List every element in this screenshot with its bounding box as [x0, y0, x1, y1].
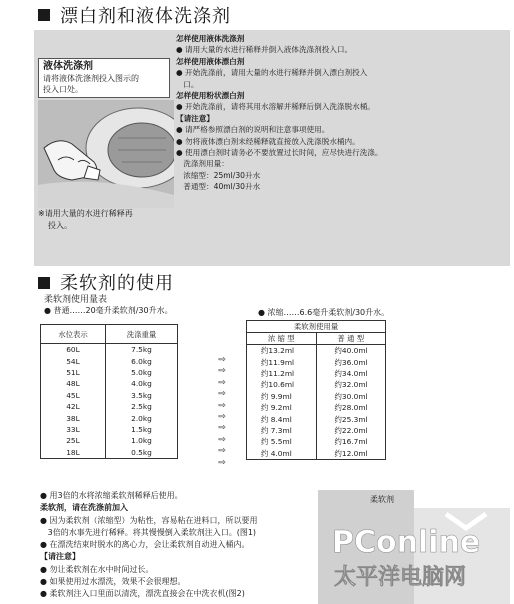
instr-line: 怎样使用液体漂白剂 [176, 56, 245, 66]
table-row [247, 356, 386, 367]
table-row [41, 435, 178, 446]
note-line: 3倍的水事先进行稀释。将其慢慢倒入柔软剂注入口。(图1) [40, 527, 257, 537]
instr-line: 怎样使用液体洗涤剂 [176, 34, 245, 43]
note-line: 柔软剂，请在洗涤前加入 [40, 503, 128, 513]
arrow-icon: ⇨ [218, 389, 226, 400]
water-level-cell: 54L [41, 355, 106, 366]
water-level-cell: 51L [41, 367, 106, 378]
dilute-note-line-1: ※请用大量的水进行稀释再 [38, 209, 133, 218]
left-caption: ● 普通……20毫升柔软剂/30升水。 [44, 306, 173, 315]
weight-cell: 7.5kg [106, 344, 178, 356]
note-line: ● 勿让柔软剂在水中时间过长。 [40, 564, 154, 574]
table-row [247, 448, 386, 460]
normal-cell: 约28.0ml [316, 402, 386, 413]
water-level-table [40, 324, 178, 459]
instr-line: 口。 [176, 79, 199, 89]
softener-figure-label: 柔软剂 [370, 495, 394, 504]
note-line: ● 柔软剂注入口里面以清洗，漂洗直接会在中洗衣机(图2) [40, 589, 245, 599]
instr-line: 普通型：40ml/30升水 [176, 182, 261, 192]
callout-title: 液体洗涤剂 [43, 61, 93, 72]
col-header-normal: 普 通 型 [316, 333, 386, 345]
instr-line: ● 请严格参照漂白剂的说明和注意事项使用。 [176, 125, 330, 135]
water-level-cell: 42L [41, 401, 106, 412]
arrow-icon: ⇨ [218, 366, 226, 377]
section-title-bleach: 漂白剂和液体洗涤剂 [60, 6, 231, 27]
concentrated-cell: 约 5.5ml [247, 436, 317, 447]
weight-cell: 2.5kg [106, 401, 178, 412]
instr-line: ● 请用大量的水进行稀释并倒入液体洗涤剂投入口。 [176, 45, 353, 55]
watermark-cn: 太平洋电脑网 [334, 565, 467, 590]
liquid-detergent-callout [38, 58, 170, 98]
weight-cell: 0.5kg [106, 447, 178, 459]
weight-cell: 1.5kg [106, 424, 178, 435]
weight-cell: 6.0kg [106, 355, 178, 366]
instr-line: 【请注意】 [176, 113, 214, 123]
table-row [41, 367, 178, 378]
note-line: ● 如果使用过水漂洗，效果不会很理想。 [40, 577, 186, 587]
callout-line-2: 投入口处。 [43, 85, 83, 94]
arrow-icon: ⇨ [218, 434, 226, 445]
table-row [247, 436, 386, 447]
arrow-icon: ⇨ [218, 423, 226, 434]
right-caption: ● 浓缩……6.6毫升柔软剂/30升水。 [258, 308, 390, 317]
dilute-note [38, 208, 170, 232]
concentrated-cell: 约10.6ml [247, 379, 317, 390]
table-row [41, 344, 178, 356]
normal-cell: 约12.0ml [316, 448, 386, 460]
table-row [41, 390, 178, 401]
table-row [247, 391, 386, 402]
weight-cell: 1.0kg [106, 435, 178, 446]
concentrated-cell: 约11.9ml [247, 356, 317, 367]
concentrated-cell: 约 7.3ml [247, 425, 317, 436]
table-row [41, 378, 178, 389]
normal-cell: 约22.0ml [316, 425, 386, 436]
normal-cell: 约36.0ml [316, 356, 386, 367]
concentrated-cell: 约13.2ml [247, 345, 317, 357]
note-line: ● 在漂洗结束时脱水的离心力，会让柔软剂自动进入桶内。 [40, 540, 250, 550]
instr-line: ● 使用漂白剂时请务必不要放置过长时间，应尽快进行洗涤。 [176, 147, 383, 157]
dilute-note-line-2: 投入。 [48, 221, 72, 230]
concentrated-cell: 约 4.0ml [247, 448, 317, 460]
weight-cell: 3.5kg [106, 390, 178, 401]
weight-cell: 2.0kg [106, 412, 178, 423]
concentrated-cell: 约 8.4ml [247, 413, 317, 424]
water-level-cell: 45L [41, 390, 106, 401]
arrow-icon: ⇨ [218, 457, 226, 468]
weight-cell: 5.0kg [106, 367, 178, 378]
instr-line: 怎样使用粉状漂白剂 [176, 90, 245, 100]
table-row [41, 355, 178, 366]
note-line: 【请注意】 [40, 552, 80, 562]
concentrated-cell: 约 9.9ml [247, 391, 317, 402]
normal-cell: 约25.3ml [316, 413, 386, 424]
normal-cell: 约16.7ml [316, 436, 386, 447]
washer-illustration [38, 100, 174, 208]
water-level-cell: 25L [41, 435, 106, 446]
table-row [247, 402, 386, 413]
instr-line: 洗涤剂用量： [176, 159, 229, 169]
arrow-icon: ⇨ [218, 355, 226, 365]
instr-line: ● 勿将液体漂白剂未经稀释就直接放入洗涤脱水桶内。 [176, 136, 360, 146]
table-row [247, 425, 386, 436]
softener-amount-table [246, 320, 386, 460]
normal-cell: 约34.0ml [316, 368, 386, 379]
table-row [247, 379, 386, 390]
arrow-icon: ⇨ [218, 377, 226, 388]
table-row [41, 401, 178, 412]
table-row [247, 345, 386, 357]
weight-cell: 4.0kg [106, 378, 178, 389]
arrow-icon: ⇨ [218, 400, 226, 411]
arrow-icon: ⇨ [218, 411, 226, 422]
col-header-weight: 洗涤重量 [106, 325, 178, 344]
table-row [247, 368, 386, 379]
normal-cell: 约40.0ml [316, 345, 386, 357]
note-line: ● 因为柔软剂（浓缩型）为粘性，容易粘在进料口，所以要用 [40, 515, 258, 525]
concentrated-cell: 约 9.2ml [247, 402, 317, 413]
table-row [247, 413, 386, 424]
softener-table-title: 柔软剂使用量表 [44, 295, 108, 305]
callout-line-1: 请将液体洗涤剂投入图示的 [43, 74, 139, 83]
normal-cell: 约30.0ml [316, 391, 386, 402]
water-level-cell: 18L [41, 447, 106, 459]
col-header-amount: 柔软剂使用量 [247, 321, 386, 333]
instr-line: ● 开始洗涤前，请将其用水溶解并稀释后倒入洗涤脱水桶。 [176, 102, 375, 112]
water-level-cell: 38L [41, 412, 106, 423]
instr-line: 浓缩型：25ml/30升水 [176, 170, 261, 180]
normal-cell: 约32.0ml [316, 379, 386, 390]
table-row [41, 424, 178, 435]
arrow-column [212, 355, 232, 469]
water-level-cell: 60L [41, 344, 106, 356]
watermark-brand: PConline [332, 525, 481, 560]
softener-notes [40, 490, 320, 601]
water-level-cell: 48L [41, 378, 106, 389]
table-row [41, 412, 178, 423]
col-header-concentrated: 浓 缩 型 [247, 333, 317, 345]
section-title-softener: 柔软剂的使用 [60, 273, 174, 294]
water-level-cell: 33L [41, 424, 106, 435]
watermark-logo [318, 508, 510, 604]
note-line: ● 用3倍的水将浓缩柔软剂稀释后使用。 [40, 491, 183, 500]
col-header-level: 水位表示 [41, 325, 106, 344]
bleach-instructions [176, 33, 506, 192]
table-row [41, 447, 178, 459]
section-bullet-square [38, 9, 50, 21]
instr-line: ● 开始洗涤前，请用大量的水进行稀释并倒入漂白剂投入 [176, 68, 368, 78]
concentrated-cell: 约11.2ml [247, 368, 317, 379]
arrow-icon: ⇨ [218, 446, 226, 457]
section-bullet-square [38, 277, 50, 289]
